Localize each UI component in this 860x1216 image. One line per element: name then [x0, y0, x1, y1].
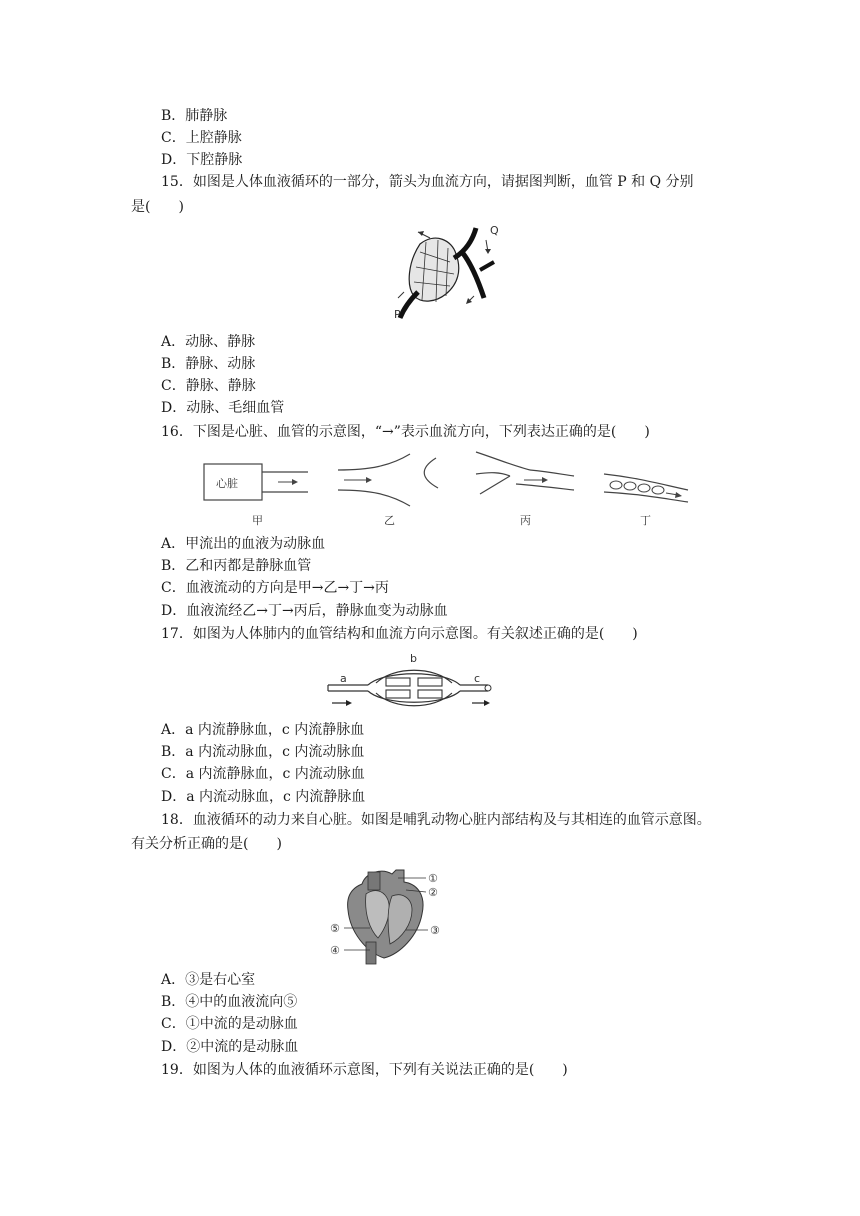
q16-option-c: C．血液流动的方向是甲→乙→丁→丙 [161, 580, 389, 596]
q15-label-q: Q [490, 224, 499, 237]
q15-option-a: A．动脉、静脉 [161, 334, 256, 350]
q16-label-heart: 心脏 [216, 477, 238, 490]
q16-option-b: B．乙和丙都是静脉血管 [161, 558, 312, 574]
q18-stem-cont: 有关分析正确的是( ) [131, 836, 282, 852]
q17-option-b: B．a 内流动脉血，c 内流动脉血 [161, 744, 365, 760]
q17-label-a: a [340, 672, 347, 685]
q18-option-c: C．①中流的是动脉血 [161, 1016, 298, 1032]
q19-stem: 19．如图为人体的血液循环示意图，下列有关说法正确的是( ) [161, 1062, 568, 1078]
q15-stem-cont: 是( ) [131, 199, 184, 215]
q18-label-1: ① [428, 872, 438, 885]
q18-option-a: A．③是右心室 [161, 972, 256, 988]
q16-label-yi: 乙 [384, 514, 395, 527]
q18-label-2: ② [428, 886, 438, 899]
q15-option-b: B．静脉、动脉 [161, 356, 256, 372]
q14-option-d: D．下腔静脉 [161, 152, 243, 168]
q16-option-d: D．血液流经乙→丁→丙后，静脉血变为动脉血 [161, 603, 448, 619]
q16-label-jia: 甲 [252, 514, 263, 527]
q15-stem: 15．如图是人体血液循环的一部分，箭头为血流方向，请据图判断，血管 P 和 Q 分别 [161, 174, 694, 190]
q18-figure [326, 866, 466, 966]
q18-option-b: B．④中的血液流向⑤ [161, 994, 298, 1010]
q18-label-5: ⑤ [330, 922, 340, 935]
q17-stem: 17．如图为人体肺内的血管结构和血流方向示意图。有关叙述正确的是( ) [161, 626, 638, 642]
q17-label-b: b [410, 652, 417, 665]
q17-label-c: c [474, 672, 481, 685]
q18-label-3: ③ [430, 924, 440, 937]
q16-option-a: A．甲流出的血液为动脉血 [161, 536, 326, 552]
q16-figure [200, 448, 700, 530]
q18-stem: 18．血液循环的动力来自心脏。如图是哺乳动物心脏内部结构及与其相连的血管示意图。 [161, 812, 711, 828]
q17-option-a: A．a 内流静脉血，c 内流静脉血 [161, 722, 365, 738]
q14-option-c: C．上腔静脉 [161, 130, 242, 146]
q17-option-c: C．a 内流静脉血，c 内流动脉血 [161, 766, 365, 782]
q15-label-p: P [394, 308, 401, 321]
q15-option-d: D．动脉、毛细血管 [161, 400, 285, 416]
q17-figure [324, 650, 504, 710]
q15-figure [390, 222, 510, 322]
q18-label-4: ④ [330, 944, 340, 957]
q17-option-d: D．a 内流动脉血，c 内流静脉血 [161, 789, 366, 805]
q16-stem: 16．下图是心脏、血管的示意图，“→”表示血流方向，下列表达正确的是( ) [161, 424, 650, 440]
q16-label-ding: 丁 [640, 514, 651, 527]
q15-option-c: C．静脉、静脉 [161, 378, 256, 394]
q18-option-d: D．②中流的是动脉血 [161, 1039, 299, 1055]
q16-label-bing: 丙 [520, 514, 531, 527]
q14-option-b: B．肺静脉 [161, 108, 228, 124]
